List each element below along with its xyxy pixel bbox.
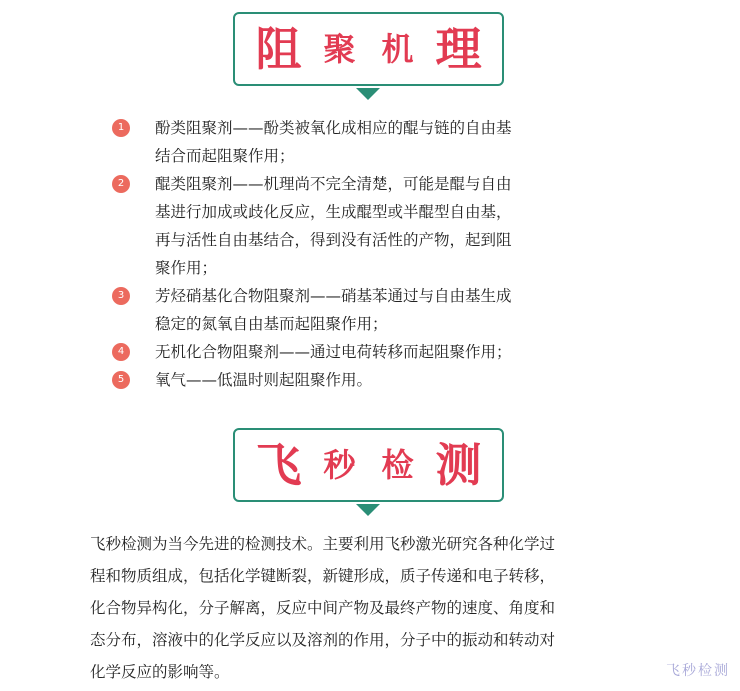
list-item-line: 基进行加成或歧化反应，生成醌型或半醌型自由基， <box>155 203 512 221</box>
list-item-line: 聚作用； <box>155 259 218 277</box>
mechanism-heading-char: 聚 <box>323 30 356 68</box>
list-item-line: 结合而起阻聚作用； <box>155 147 295 165</box>
femtosecond-paragraph <box>90 528 650 688</box>
list-item-line: 再与活性自由基结合，得到没有活性的产物，起到阻 <box>155 231 512 249</box>
paragraph-line: 程和物质组成，包括化学键断裂，新键形成，质子传递和电子转移， <box>90 567 556 585</box>
mechanism-heading-char: 机 <box>381 30 414 68</box>
list-item-line: 无机化合物阻聚剂——通过电荷转移而起阻聚作用； <box>155 343 512 361</box>
number-badge: 3 <box>112 287 130 305</box>
paragraph-line: 化学反应的影响等。 <box>90 663 230 681</box>
femtosecond-heading-char: 秒 <box>323 446 356 484</box>
paragraph-line: 态分布，溶液中的化学反应以及溶剂的作用，分子中的振动和转动对 <box>90 631 556 649</box>
list-item-line: 芳烃硝基化合物阻聚剂——硝基苯通过与自由基生成 <box>155 287 512 305</box>
femtosecond-heading-char: 检 <box>381 446 414 484</box>
paragraph-line: 化合物异构化，分子解离，反应中间产物及最终产物的速度、角度和 <box>90 599 556 617</box>
list-item <box>117 338 585 366</box>
number-badge: 1 <box>112 119 130 137</box>
femtosecond-heading-box <box>233 428 504 502</box>
list-item-line: 酚类阻聚剂——酚类被氧化成相应的醌与链的自由基 <box>155 119 512 137</box>
paragraph-line: 飞秒检测为当今先进的检测技术。主要利用飞秒激光研究各种化学过 <box>90 535 556 553</box>
femtosecond-heading-char: 测 <box>435 438 482 492</box>
list-item <box>117 170 585 282</box>
femtosecond-heading-char: 飞 <box>255 438 302 492</box>
number-badge: 2 <box>112 175 130 193</box>
list-item-line: 氧气——低温时则起阻聚作用。 <box>155 371 373 389</box>
list-item-line: 稳定的氮氧自由基而起阻聚作用； <box>155 315 388 333</box>
list-item <box>117 114 585 170</box>
femtosecond-heading-title <box>235 430 502 500</box>
mechanism-heading-char: 阻 <box>255 22 302 76</box>
number-badge: 5 <box>112 371 130 389</box>
list-item <box>117 282 585 338</box>
list-item-line: 醌类阻聚剂——机理尚不完全清楚，可能是醌与自由 <box>155 175 512 193</box>
heading-pointer-triangle <box>356 504 380 516</box>
list-item <box>117 366 585 394</box>
number-badge: 4 <box>112 343 130 361</box>
mechanism-heading-char: 理 <box>435 22 482 76</box>
watermark-text: 飞秒检测 <box>666 663 730 679</box>
